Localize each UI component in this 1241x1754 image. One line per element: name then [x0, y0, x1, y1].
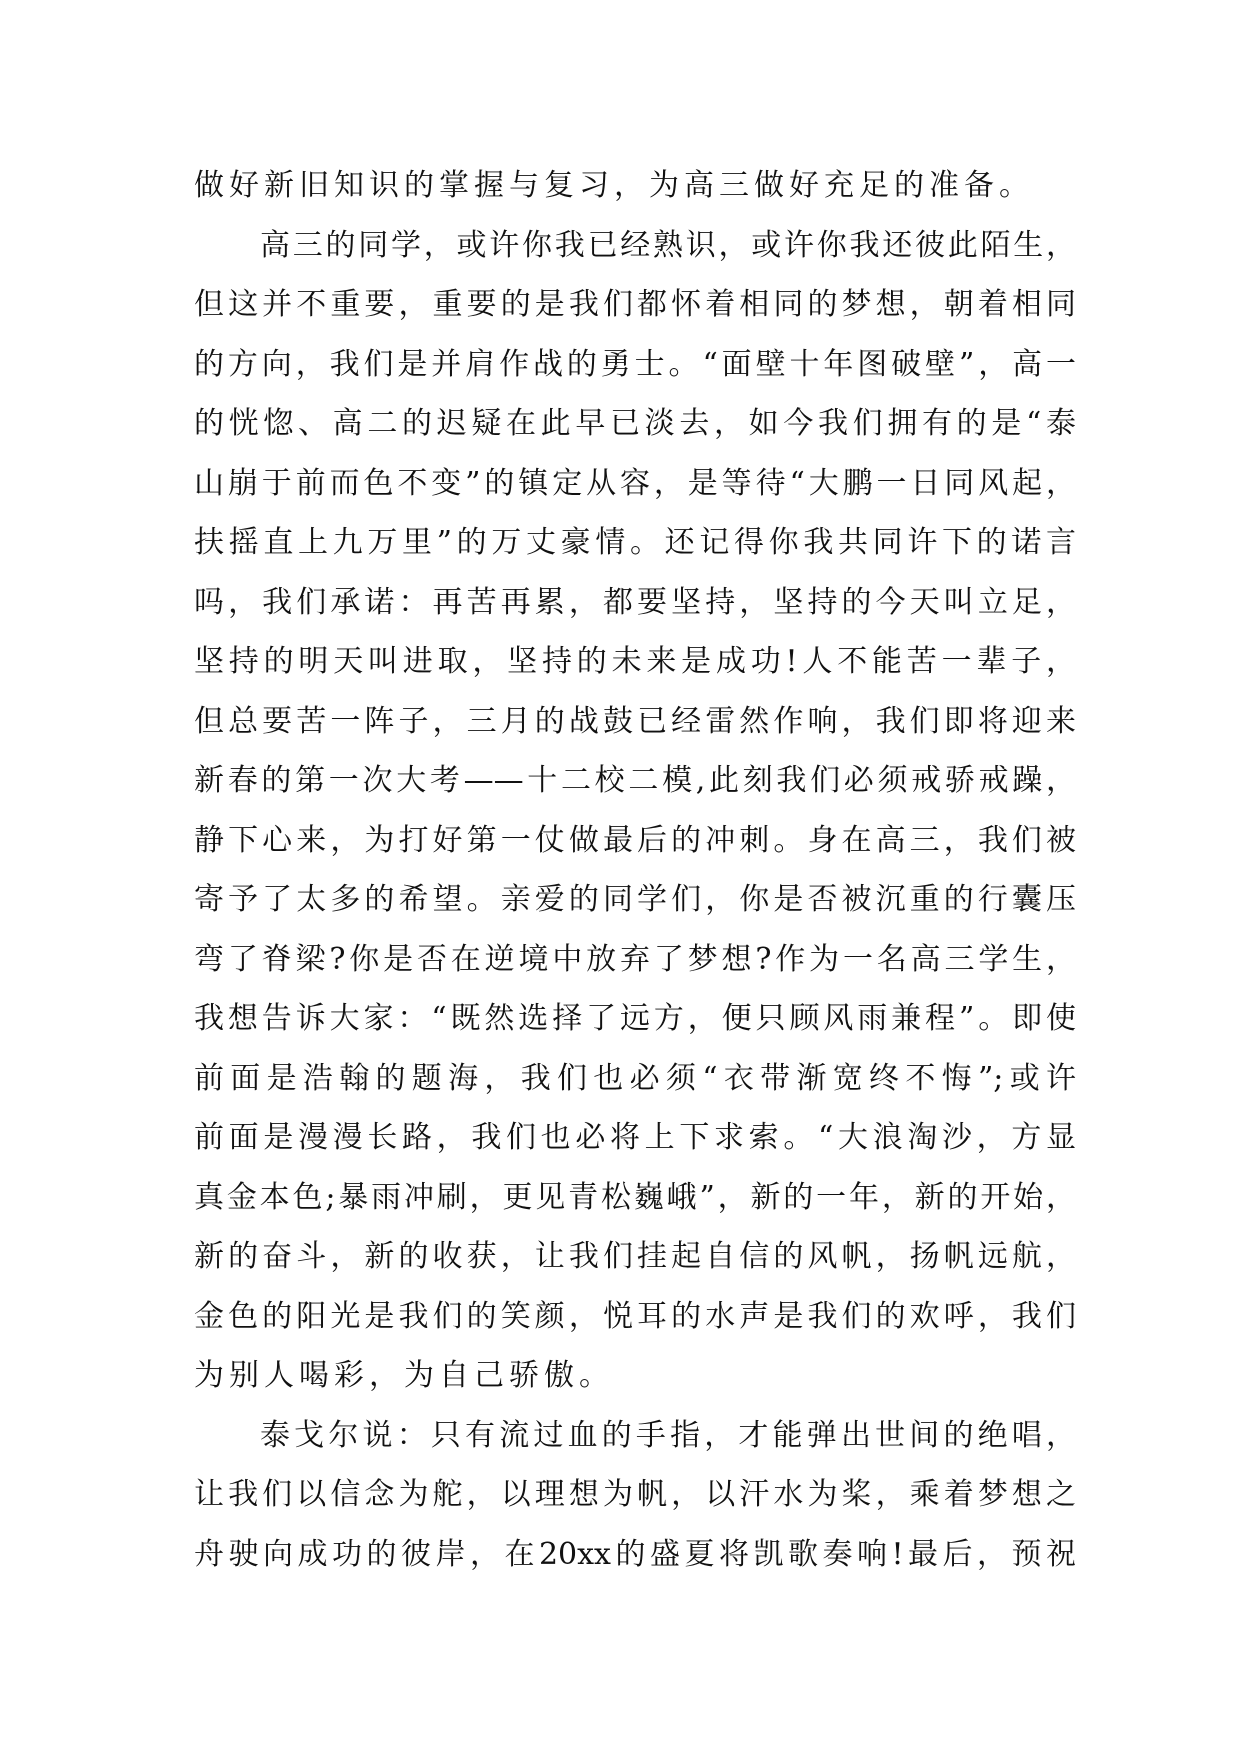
- text-line: 前面是漫漫长路，我们也必将上下求索。“大浪淘沙，方显: [194, 1120, 1076, 1155]
- text-line: 做好新旧知识的掌握与复习，为高三做好充足的准备。: [194, 168, 1034, 203]
- text-line: 新的奋斗，新的收获，让我们挂起自信的风帆，扬帆远航，: [194, 1239, 1076, 1274]
- text-line: 扶摇直上九万里”的万丈豪情。还记得你我共同许下的诺言: [194, 525, 1076, 560]
- text-line: 的恍惚、高二的迟疑在此早已淡去，如今我们拥有的是“泰: [194, 406, 1076, 441]
- text-line: 但这并不重要，重要的是我们都怀着相同的梦想，朝着相同: [194, 287, 1076, 322]
- text-line: 但总要苦一阵子，三月的战鼓已经雷然作响，我们即将迎来: [194, 703, 1076, 739]
- body-text: [194, 156, 1076, 1584]
- text-line: 舟驶向成功的彼岸，在20xx的盛夏将凯歌奏响!最后，预祝: [194, 1536, 1076, 1572]
- text-line: 山崩于前而色不变”的镇定从容，是等待“大鹏一日同风起，: [194, 465, 1076, 501]
- text-line: 静下心来，为打好第一仗做最后的冲刺。身在高三，我们被: [194, 822, 1076, 858]
- text-line: 吗，我们承诺：再苦再累，都要坚持，坚持的今天叫立足，: [194, 584, 1076, 620]
- text-line: 寄予了太多的希望。亲爱的同学们，你是否被沉重的行囊压: [194, 882, 1076, 917]
- text-line: 为别人喝彩，为自己骄傲。: [194, 1358, 614, 1393]
- text-line: 高三的同学，或许你我已经熟识，或许你我还彼此陌生，: [260, 227, 1076, 263]
- text-line: 弯了脊梁?你是否在逆境中放弃了梦想?作为一名高三学生，: [194, 941, 1076, 977]
- text-line: 坚持的明天叫进取，坚持的未来是成功!人不能苦一辈子，: [194, 644, 1076, 679]
- text-line: 我想告诉大家：“既然选择了远方，便只顾风雨兼程”。即使: [194, 1001, 1076, 1036]
- text-line: 真金本色;暴雨冲刷，更见青松巍峨”，新的一年，新的开始，: [194, 1179, 1076, 1215]
- text-line: 泰戈尔说：只有流过血的手指，才能弹出世间的绝唱，: [260, 1417, 1076, 1453]
- paragraph: [194, 216, 1076, 1406]
- text-line: 的方向，我们是并肩作战的勇士。“面壁十年图破壁”，高一: [194, 346, 1076, 382]
- text-line: 前面是浩翰的题海，我们也必须“衣带渐宽终不悔”;或许: [194, 1060, 1076, 1096]
- text-line: 金色的阳光是我们的笑颜，悦耳的水声是我们的欢呼，我们: [194, 1298, 1076, 1334]
- paragraph: [194, 156, 1076, 216]
- text-line: 让我们以信念为舵，以理想为帆，以汗水为桨，乘着梦想之: [194, 1477, 1076, 1512]
- text-line: 新春的第一次大考——十二校二模,此刻我们必须戒骄戒躁，: [194, 763, 1076, 798]
- paragraph: [194, 1406, 1076, 1585]
